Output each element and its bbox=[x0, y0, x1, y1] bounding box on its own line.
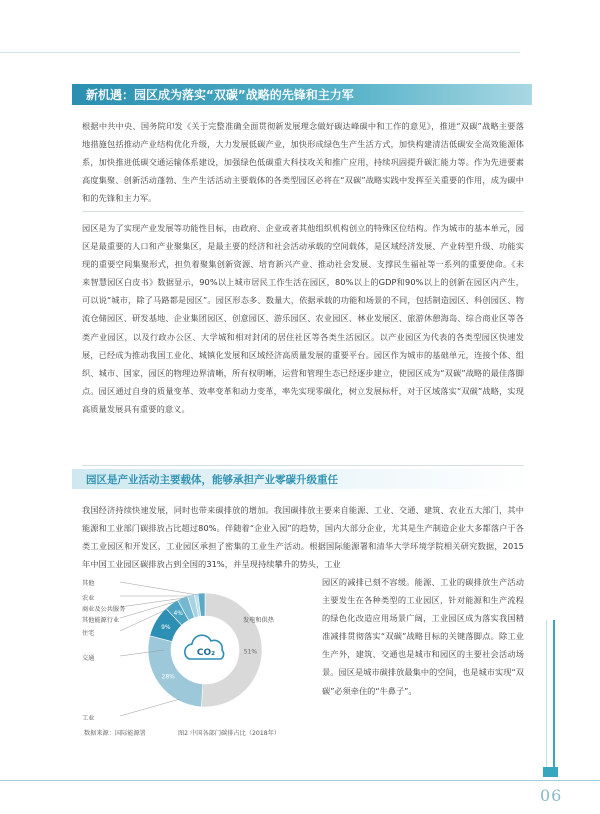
slice-value-label-3: 4% bbox=[173, 610, 184, 618]
decorative-bar bbox=[546, 620, 547, 775]
subsection-heading: 园区是产业活动主要载体，能够承担产业零碳升级重任 bbox=[86, 474, 338, 486]
donut-svg bbox=[80, 574, 316, 724]
emission-paragraph-continued: 园区的减排已刻不容缓。能源、工业的碳排放生产活动主要发生在各种类型的工业园区，针对能源和生产流程的绿色化改造应用场景广阔，工业园区成为落实我国精准减排贯彻落实“双碳”战略目标的关键落脚点。除工业生产外，建筑、交通也是城市和园区的主要社会活动场景。园区是城市碳排放最集中的空间，也是城市实现“双碳”必须牵住的“牛鼻子”。 bbox=[322, 577, 524, 696]
section-heading-banner bbox=[72, 84, 532, 105]
decorative-bar bbox=[553, 620, 555, 775]
legend-label-power: 发电和供热 bbox=[243, 617, 274, 624]
legend-label-agriculture: 农业 bbox=[82, 595, 95, 602]
slice-value-label-1: 28% bbox=[161, 673, 175, 681]
emission-paragraph: 我国经济持续快速发展，同时也带来碳排放的增加。我国碳排放主要来自能源、工业、交通、建筑、农业五大部门，其中能源和工业部门碳排放占比超过80%。伴随着“企业入园”的趋势，国内大部分企业，尤其是生产制造企业大多都落户于各类工业园区和开发区，工业园区承担了密集的工业生产活动。根据国际能源署和清华大学环境学院相关研究数据，2015年中国工业园区碳排放占到全国的31%，并呈现持续攀升的势头，工业 bbox=[82, 505, 524, 570]
emission-donut-chart bbox=[80, 574, 316, 724]
leader-line-6 bbox=[120, 699, 180, 716]
section-heading: 新机遇：园区成为落实“双碳”战略的先锋和主力军 bbox=[86, 88, 354, 102]
legend-label-other: 其他 bbox=[82, 580, 95, 587]
co2-label: CO₂ bbox=[196, 648, 216, 658]
slice-value-label-0: 51% bbox=[243, 648, 258, 656]
divider bbox=[82, 211, 524, 212]
top-rule bbox=[0, 52, 520, 53]
leader-line-0 bbox=[120, 582, 198, 595]
decorative-corner bbox=[543, 767, 558, 777]
legend-label-commercial: 商业及公共服务 bbox=[82, 606, 126, 613]
legend-label-industry: 工业 bbox=[82, 715, 95, 722]
chart-source: 数据来源：国际能源署 bbox=[84, 730, 146, 737]
park-paragraph: 园区是为了实现产业发展等功能性目标，由政府、企业或者其他组织机构创立的特殊区位结构。作为城市的基本单元，园区是最重要的人口和产业聚集区，是最主要的经济和社会活动承载的空间载体，是区域经济发展、产业转型升级、功能实现的重要空间集聚形式，担负着聚集创新资源、培育新兴产业、推动社会发展、支撑民生福祉等一系列的重要使命。《未来智慧园区白皮书》数据显示，90%以上城市居民工作生活在园区，80%以上的GDP和90%以上的创新在园区内产生，可以说“城市，除了马路都是园区”。园区形态多、数量大，依据承载的功能和场景的不同，包括制造园区、科创园区、物流仓储园区、研发基地、企业集团园区、创意园区、游乐园区、农业园区、林业发展区、旅游休憩海岛、综合商业区等各类产业园区，以及行政办公区、大学城和相对封闭的居住社区等各类生活园区。以产业园区为代表的各类型园区快速发展，已经成为推动我国工业化、城镇化发展和区域经济高质量发展的重要平台。园区作为城市的基础单元，连接个体、组织、城市、国家，园区的物理边界清晰，所有权明晰，运营和管理生态已经逐步建立，使园区成为“双碳”战略的最佳落脚点。园区通过自身的质量变革、效率变革和动力变革，率先实现零碳化，树立发展标杆，对于区域落实“双碳”战略，实现高质量发展具有重要的意义。 bbox=[82, 223, 524, 414]
page-number: 06 bbox=[540, 786, 563, 805]
legend-label-residential: 住宅 bbox=[82, 630, 95, 637]
subsection-heading-banner bbox=[72, 469, 532, 489]
footer-rule bbox=[0, 780, 600, 781]
intro-paragraph: 根据中共中央、国务院印发《关于完整准确全面贯彻新发展理念做好碳达峰碳中和工作的意见》，推进“双碳”战略主要落地措施包括推动产业结构优化升级，大力发展低碳产业，加快形成绿色生产生活方式，加快构建清洁低碳安全高效能源体系，加快推进低碳交通运输体系建设，加强绿色低碳重大科技攻关和推广应用，持续巩固提升碳汇能力等。作为先进要素高度集聚、创新活动蓬勃、生产生活活动主要载体的各类型园区必将在“双碳”战略实践中发挥至关重要的作用，成为碳中和的先锋和主力军。 bbox=[82, 121, 524, 204]
slice-value-label-2: 9% bbox=[161, 623, 171, 631]
legend-label-other-energy: 其他能源行业 bbox=[82, 617, 120, 624]
legend-label-transport: 交通 bbox=[82, 655, 95, 662]
divider bbox=[82, 465, 524, 466]
chart-caption: 图2 中国各部门碳排占比（2018年） bbox=[178, 730, 281, 737]
